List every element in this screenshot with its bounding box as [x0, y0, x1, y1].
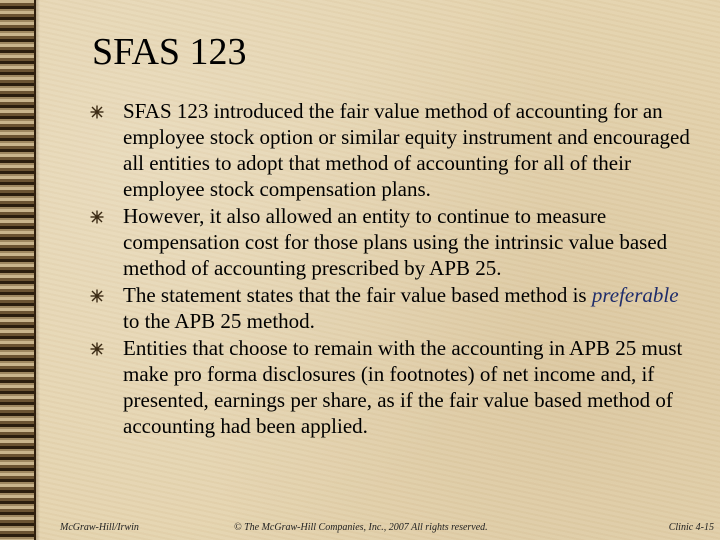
- bullet-text: Entities that choose to remain with the accounting in APB 25 must make pro forma disclosures (in footnotes) of net income and, if presented, earnings per share, as if the fair value based method of accounting had been applied.: [123, 336, 683, 438]
- spiral-binding: [0, 0, 36, 540]
- emphasized-word: preferable: [591, 283, 679, 307]
- slide-title: SFAS 123: [92, 31, 247, 73]
- bullet-text: SFAS 123 introduced the fair value method of accounting for an employee stock option or similar equity instrument and encouraged all entities to adopt that method of accounting for all of their employee stock compensation plans.: [123, 99, 690, 201]
- bullet-text-after: to the APB 25 method.: [123, 309, 315, 333]
- bullet-list: [92, 98, 692, 440]
- bullet-text-before: The statement states that the fair value based method is: [123, 283, 592, 307]
- bullet-item: [92, 98, 692, 202]
- footer-copyright: © The McGraw-Hill Companies, Inc., 2007 All rights reserved.: [234, 522, 488, 533]
- footer-slide-number: Clinic 4-15: [668, 522, 714, 533]
- starburst-bullet-icon: [90, 105, 104, 119]
- starburst-bullet-icon: [90, 210, 104, 224]
- bullet-item: [92, 282, 692, 334]
- binding-shadow: [34, 0, 40, 540]
- starburst-bullet-icon: [90, 342, 104, 356]
- bullet-item: [92, 203, 692, 281]
- bullet-text: However, it also allowed an entity to continue to measure compensation cost for those plans using the intrinsic value based method of accounting prescribed by APB 25.: [123, 204, 668, 280]
- footer-publisher: McGraw-Hill/Irwin: [60, 522, 139, 533]
- starburst-bullet-icon: [90, 289, 104, 303]
- bullet-item: [92, 335, 692, 439]
